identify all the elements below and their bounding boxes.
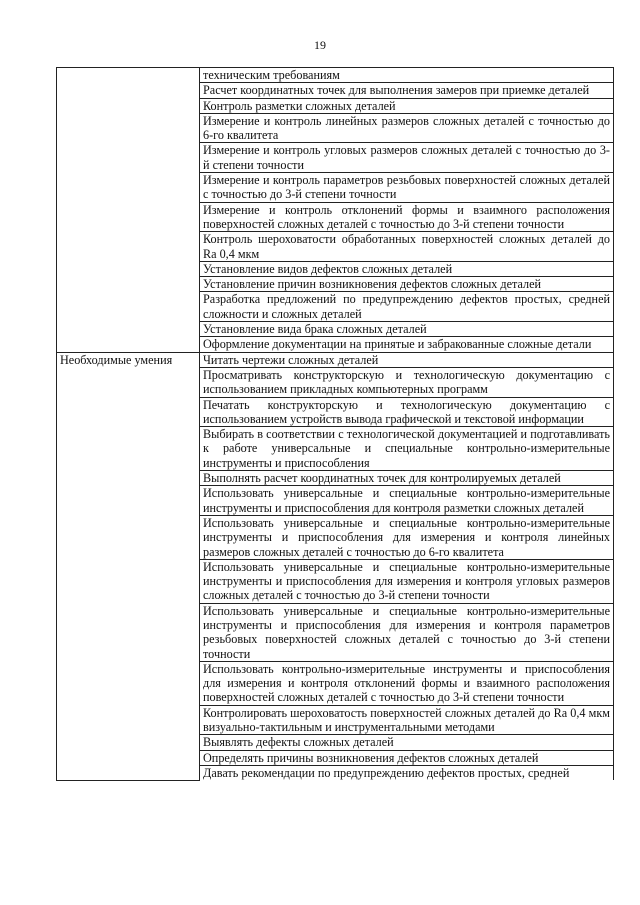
item-cell: Определять причины возникновения дефектов сложных деталей [200,750,614,765]
item-cell: Оформление документации на принятые и забракованные сложные детали [200,337,614,352]
item-cell: Измерение и контроль угловых размеров сложных деталей с точностью до 3-й степени точности [200,143,614,173]
page-number: 19 [314,38,326,52]
item-cell: Измерение и контроль отклонений формы и взаимного расположения поверхностей сложных деталей с точностью до 3-й степени точности [200,202,614,232]
table-row [57,68,614,83]
item-cell: Просматривать конструкторскую и технологическую документацию с использованием прикладных компьютерных программ [200,367,614,397]
item-cell: Использовать универсальные и специальные контрольно-измерительные инструменты и приспособления для контроля разметки сложных деталей [200,486,614,516]
item-cell: Контроль шероховатости обработанных поверхностей сложных деталей до Ra 0,4 мкм [200,232,614,262]
item-cell: Расчет координатных точек для выполнения замеров при приемке деталей [200,83,614,98]
item-cell: Выполнять расчет координатных точек для контролируемых деталей [200,471,614,486]
table-row [57,352,614,367]
item-cell: Давать рекомендации по предупреждению дефектов простых, средней [200,765,614,780]
item-cell: Использовать контрольно-измерительные инструменты и приспособления для измерения и контроля отклонений формы и взаимного расположения поверхностей сложных деталей с точностью до 3-й степени точности [200,661,614,705]
item-cell: Читать чертежи сложных деталей [200,352,614,367]
item-cell: Использовать универсальные и специальные контрольно-измерительные инструменты и приспособления для измерения и контроля линейных размеров сложных деталей с точностью до 6-го квалитета [200,515,614,559]
competency-table [56,67,614,781]
item-cell: Измерение и контроль линейных размеров сложных деталей с точностью до 6-го квалитета [200,113,614,143]
item-cell: Использовать универсальные и специальные контрольно-измерительные инструменты и приспособления для измерения и контроля угловых размеров сложных деталей с точностью до 3-й степени точности [200,559,614,603]
section-label-cell [57,68,200,353]
item-cell: Разработка предложений по предупреждению дефектов простых, средней сложности и сложных деталей [200,292,614,322]
item-cell: Установление вида брака сложных деталей [200,322,614,337]
item-cell: техническим требованиям [200,68,614,83]
item-cell: Печатать конструкторскую и технологическую документацию с использованием устройств вывода графической и текстовой информации [200,397,614,427]
item-cell: Контролировать шероховатость поверхностей сложных деталей до Ra 0,4 мкм визуально-тактильным и инструментальными методами [200,705,614,735]
item-cell: Контроль разметки сложных деталей [200,98,614,113]
item-cell: Измерение и контроль параметров резьбовых поверхностей сложных деталей с точностью до 3-й степени точности [200,173,614,203]
section-label-cell: Необходимые умения [57,352,200,780]
competency-table-body [57,68,614,781]
item-cell: Установление видов дефектов сложных деталей [200,261,614,276]
item-cell: Выявлять дефекты сложных деталей [200,735,614,750]
item-cell: Выбирать в соответствии с технологической документацией и подготавливать к работе универсальные и специальные контрольно-измерительные инструменты и приспособления [200,427,614,471]
item-cell: Использовать универсальные и специальные контрольно-измерительные инструменты и приспособления для измерения и контроля параметров резьбовых поверхностей сложных деталей с точностью до 3-й степени точности [200,603,614,661]
item-cell: Установление причин возникновения дефектов сложных деталей [200,277,614,292]
